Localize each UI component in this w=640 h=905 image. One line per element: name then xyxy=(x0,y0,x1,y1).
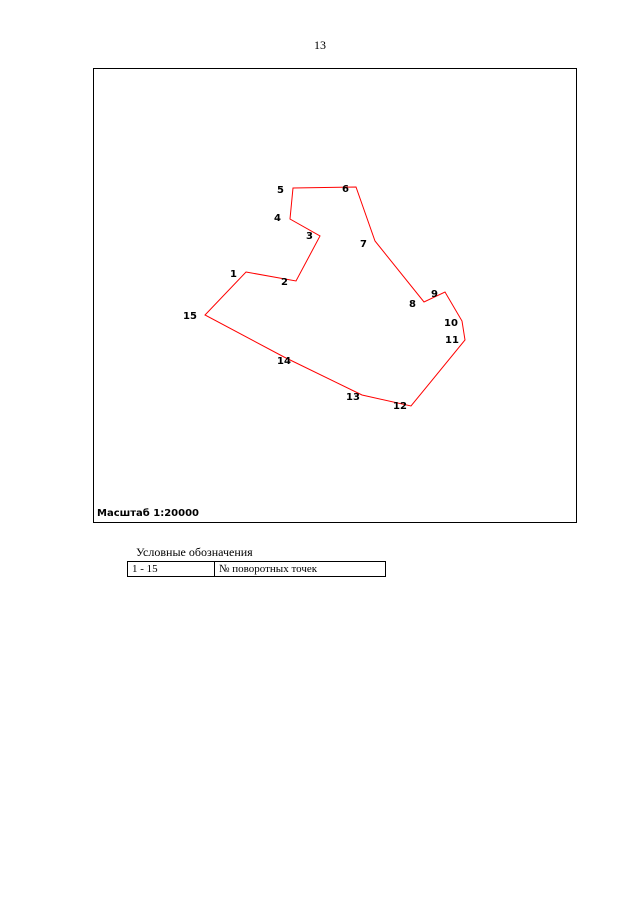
point-label-4: 4 xyxy=(274,213,281,224)
page-number: 13 xyxy=(314,38,326,52)
point-label-6: 6 xyxy=(342,184,349,195)
legend-title: Условные обозначения xyxy=(136,545,253,559)
point-label-10: 10 xyxy=(444,318,458,329)
parcel-boundary xyxy=(205,187,465,406)
point-label-5: 5 xyxy=(277,185,284,196)
point-label-1: 1 xyxy=(230,269,237,280)
map-frame xyxy=(93,68,577,523)
legend-table xyxy=(127,561,386,577)
point-label-9: 9 xyxy=(431,289,438,300)
legend-description: № поворотных точек xyxy=(215,562,386,577)
legend-code: 1 - 15 xyxy=(128,562,215,577)
legend-row xyxy=(128,562,386,577)
scale-label: Масштаб 1:20000 xyxy=(97,508,200,519)
point-label-11: 11 xyxy=(445,335,459,346)
point-label-13: 13 xyxy=(346,392,360,403)
point-label-2: 2 xyxy=(281,277,288,288)
point-label-14: 14 xyxy=(277,356,291,367)
point-label-7: 7 xyxy=(360,239,367,250)
point-label-3: 3 xyxy=(306,231,313,242)
point-label-15: 15 xyxy=(183,311,197,322)
map-canvas xyxy=(94,69,576,522)
point-label-8: 8 xyxy=(409,299,416,310)
point-label-12: 12 xyxy=(393,401,407,412)
